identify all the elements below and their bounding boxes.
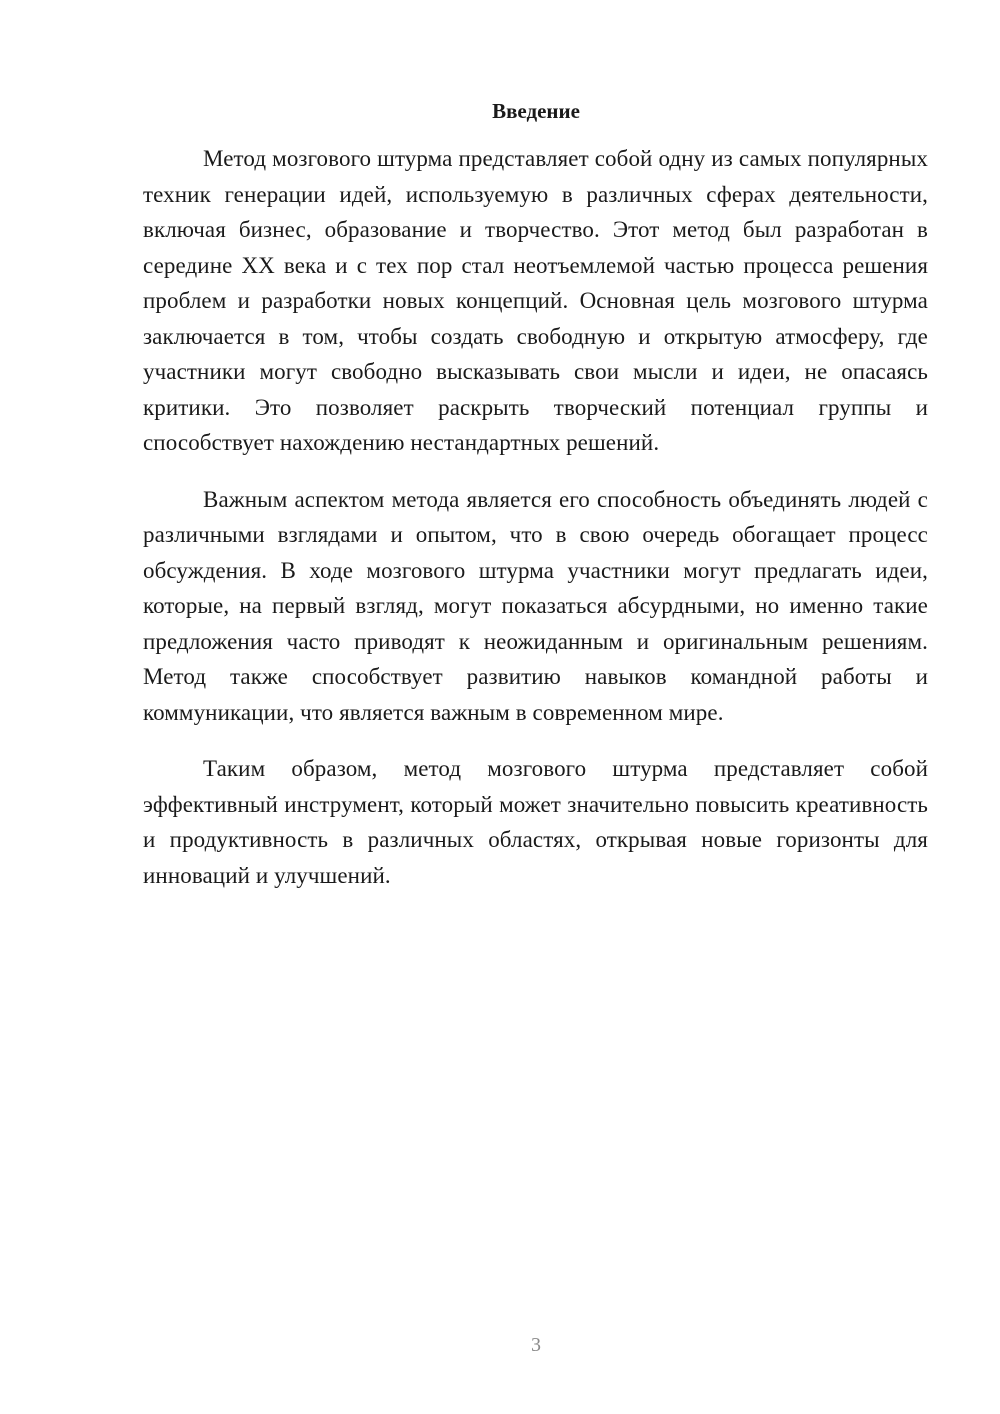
section-heading: Введение [492,99,580,123]
page-number: 3 [531,1334,541,1356]
paragraph-1: Метод мозгового штурма представляет собой одну из самых популярных техник генерации идей, используемую в различных сферах деятельности, включая бизнес, образование и творчество. Этот метод был разработан в середине XX века и с тех пор стал неотъемлемой частью процесса решения проблем и разработки новых концепций. Основная цель мозгового штурма заключается в том, чтобы создать свободную и открытую атмосферу, где участники могут свободно высказывать свои мысли и идеи, не опасаясь критики. Это позволяет раскрыть творческий потенциал группы и способствует нахождению нестандартных решений. [143,146,928,455]
body-text [143,141,928,914]
paragraph-2: Важным аспектом метода является его способность объединять людей с различными взглядами и опытом, что в свою очередь обогащает процесс обсуждения. В ходе мозгового штурма участники могут предлагать идеи, которые, на первый взгляд, могут показаться абсурдными, но именно такие предложения часто приводят к неожиданным и оригинальным решениям. Метод также способствует развитию навыков командной работы и коммуникации, что является важным в современном мире. [143,486,928,725]
paragraph-3: Таким образом, метод мозгового штурма представляет собой эффективный инструмент, который может значительно повысить креативность и продуктивность в различных областях, открывая новые горизонты для инноваций и улучшений. [143,756,928,888]
